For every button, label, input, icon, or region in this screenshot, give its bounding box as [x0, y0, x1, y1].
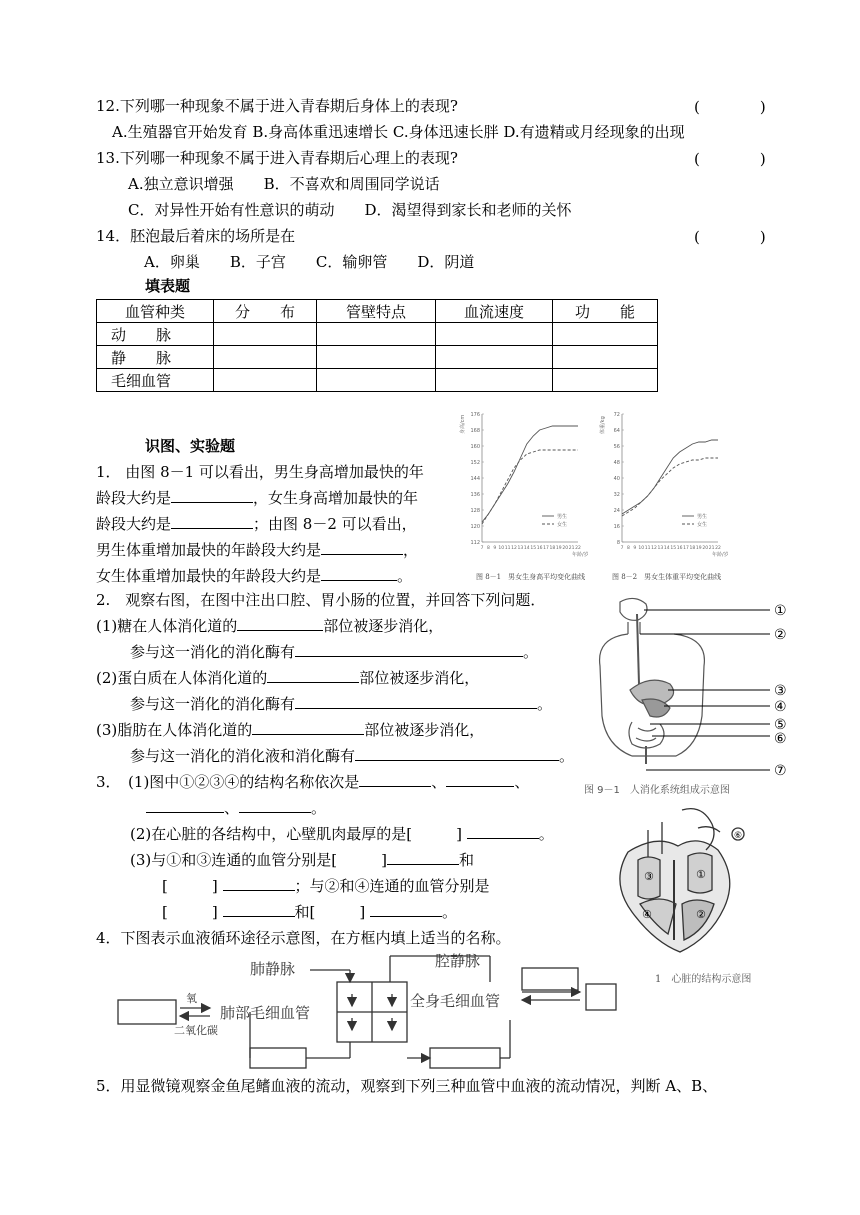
table-cell[interactable] [436, 346, 553, 369]
fq3-text: ] [211, 877, 218, 895]
fq1-text: 龄段大约是 [96, 489, 172, 507]
x-tick-label: 22 [715, 546, 721, 551]
table-row [97, 369, 658, 392]
y-tick-label: 152 [470, 460, 480, 466]
y-tick-label: 32 [613, 492, 620, 498]
x-tick-label: 13 [657, 546, 664, 551]
y-tick-label: 176 [470, 412, 480, 418]
series-line-female [482, 450, 578, 524]
answer-blank[interactable] [171, 488, 253, 503]
y-tick-label: 56 [613, 444, 620, 450]
label-systemic-capillaries: 全身毛细血管 [410, 992, 501, 1010]
answer-blank[interactable] [146, 798, 224, 813]
y-tick-label: 40 [613, 476, 620, 482]
label-pulmonary-capillaries: 肺部毛细血管 [220, 1004, 311, 1022]
table-row [97, 346, 658, 369]
fq3-text: [ [309, 903, 316, 921]
fq5-text: 5．用显微镜观察金鱼尾鳍血液的流动，观察到下列三种血管中血液的流动情况，判断 A、B、 [96, 1077, 718, 1095]
q12-answer-paren: ( ) [694, 98, 766, 116]
series-line-female [622, 458, 718, 516]
q12-options: A.生殖器官开始发育 B.身高体重迅速增长 C.身体迅速长胖 D.有遗精或月经现象的出现 [112, 123, 685, 141]
fq2-text: 参与这一消化的消化酶有 [130, 643, 296, 661]
x-tick-label: 10 [498, 546, 505, 551]
digestive-label: ④ [774, 699, 787, 715]
fq3-text: ] [211, 903, 218, 921]
x-tick-label: 15 [670, 546, 677, 551]
fq3-text: 和 [458, 851, 474, 869]
q14-text: 14．胚泡最后着床的场所是在 [96, 227, 296, 245]
fq3-text: 。 [311, 799, 327, 817]
fq1-line3 [96, 514, 417, 534]
fq3-text: 和 [294, 903, 310, 921]
y-tick-label: 120 [470, 524, 480, 530]
fq2-text: (2)蛋白质在人体消化道的 [96, 669, 268, 687]
q13-answer-paren: ( ) [694, 150, 766, 168]
answer-blank[interactable] [321, 566, 397, 581]
fq3-text: (3)与①和③连通的血管分别是[ [130, 851, 338, 869]
x-tick-label: 13 [517, 546, 524, 551]
x-tick-label: 22 [575, 546, 581, 551]
row-label: 静 脉 [97, 346, 214, 369]
height-growth-chart [458, 406, 598, 592]
fq1-text: ，女生身高增加最快的年 [253, 489, 419, 507]
label-carbon-dioxide: 二氧化碳 [174, 1024, 218, 1037]
digestive-system-figure [580, 596, 830, 806]
x-tick-label: 16 [536, 546, 543, 551]
fq2-p2-enzyme [130, 694, 552, 714]
height-chart-caption: 图 8－1 男女生身高平均变化曲线 [476, 573, 586, 581]
table-header: 管壁特点 [317, 300, 436, 323]
answer-box-bottom-left[interactable] [250, 1048, 306, 1068]
x-tick-label: 16 [676, 546, 683, 551]
fq1-text: ；由图 8－2 可以看出， [253, 515, 417, 533]
answer-blank[interactable] [267, 668, 359, 683]
x-tick-label: 11 [504, 546, 511, 551]
intestines [629, 722, 664, 748]
label-oxygen: 氧 [186, 992, 197, 1005]
fq2-text: 部位被逐步消化， [323, 617, 444, 635]
heart-label: ② [696, 908, 706, 921]
series-line-male [622, 440, 718, 514]
table-header: 血管种类 [97, 300, 214, 323]
fq3-line2 [146, 798, 326, 818]
y-tick-label: 16 [613, 524, 620, 530]
table-cell[interactable] [317, 369, 436, 392]
x-tick-label: 17 [543, 546, 549, 551]
table-cell[interactable] [553, 323, 658, 346]
fq2-intro: 2. 观察右图，在图中注出口腔、胃小肠的位置，并回答下列问题． [96, 591, 546, 609]
y-tick-label: 112 [470, 540, 480, 546]
fq2-text: 。 [523, 643, 539, 661]
table-cell[interactable] [214, 323, 317, 346]
label-pulmonary-vein: 肺静脉 [250, 960, 296, 978]
y-tick-label: 64 [613, 428, 620, 434]
y-axis-label: 身高/cm [460, 414, 466, 434]
answer-blank[interactable] [237, 616, 323, 631]
x-tick-label: 14 [523, 546, 530, 551]
table-cell[interactable] [553, 369, 658, 392]
heart-label: ④ [642, 908, 652, 921]
digestive-caption: 图 9－1 人消化系统组成示意图 [584, 785, 730, 796]
table-row [97, 323, 658, 346]
table-cell[interactable] [436, 323, 553, 346]
answer-blank[interactable] [239, 798, 311, 813]
fq2-p1 [96, 616, 443, 636]
digestive-label: ⑤ [774, 717, 787, 733]
answer-blank[interactable] [355, 746, 559, 761]
table-cell[interactable] [553, 346, 658, 369]
digestive-label: ③ [774, 683, 787, 699]
fq1-text: 。 [397, 567, 413, 585]
answer-blank[interactable] [467, 824, 539, 839]
q14-options: A．卵巢 B．子宫 C．输卵管 D．阴道 [144, 253, 475, 271]
vessel-table [96, 299, 658, 392]
weight-growth-chart [598, 406, 740, 592]
answer-blank[interactable] [171, 514, 253, 529]
answer-box-right[interactable] [586, 984, 616, 1010]
x-tick-label: 9 [493, 546, 497, 551]
fq3-line1 [96, 772, 529, 792]
fq3-text: [ [162, 877, 168, 895]
fq1-line1: 1． 由图 8－1 可以看出，男生身高增加最快的年 [96, 463, 424, 481]
y-tick-label: 168 [470, 428, 480, 434]
y-tick-label: 72 [613, 412, 620, 418]
fq2-text: 。 [537, 695, 553, 713]
fq3-text: 。 [538, 825, 554, 843]
fq3-text: [ [162, 903, 168, 921]
fq2-p2 [96, 668, 479, 688]
table-cell[interactable] [436, 369, 553, 392]
fq1-text: 女生体重增加最快的年龄段大约是 [96, 567, 322, 585]
x-tick-label: 15 [530, 546, 537, 551]
digestive-label: ① [774, 603, 787, 619]
fq3-text: (2)在心脏的各结构中，心壁肌肉最厚的是[ [130, 825, 413, 843]
fq2-p3-enzyme [130, 746, 574, 766]
answer-box-bottom-right[interactable] [430, 1048, 500, 1068]
x-tick-label: 12 [511, 546, 517, 551]
x-tick-label: 19 [695, 546, 702, 551]
table-cell[interactable] [317, 323, 436, 346]
fq2-p1-enzyme [130, 642, 538, 662]
x-axis-label: 年龄/岁 [572, 552, 589, 558]
weight-chart-caption: 图 8－2 男女生体重平均变化曲线 [612, 573, 722, 581]
table-cell[interactable] [214, 346, 317, 369]
digestive-label: ⑦ [774, 763, 787, 779]
answer-box-right-top[interactable] [522, 968, 578, 990]
answer-blank[interactable] [387, 850, 459, 865]
q13-options-ab: A.独立意识增强 B．不喜欢和周围同学说话 [128, 175, 440, 193]
x-tick-label: 11 [644, 546, 651, 551]
q14-answer-paren: ( ) [694, 228, 766, 246]
y-axis-label: 体重/kg [600, 416, 606, 434]
label-vena-cava: 腔静脉 [435, 952, 481, 970]
x-tick-label: 8 [626, 546, 630, 551]
series-line-male [482, 426, 578, 522]
heart-caption: 1 心脏的结构示意图 [655, 974, 752, 985]
x-axis-label: 年龄/岁 [712, 552, 729, 558]
x-tick-label: 9 [633, 546, 637, 551]
answer-blank[interactable] [295, 694, 537, 709]
fq1-text: 男生体重增加最快的年龄段大约是 [96, 541, 322, 559]
fq2-text: 。 [559, 747, 575, 765]
x-tick-label: 10 [638, 546, 645, 551]
fq2-text: 参与这一消化的消化液和消化酶有 [130, 747, 356, 765]
y-tick-label: 160 [470, 444, 480, 450]
fq3-line5 [162, 876, 490, 896]
answer-blank[interactable] [359, 772, 431, 787]
legend-male: 男生 [557, 514, 568, 520]
q13-text: 13.下列哪一种现象不属于进入青春期后心理上的表现? [96, 149, 458, 167]
fq3-text: ] [381, 851, 387, 869]
x-tick-label: 19 [555, 546, 562, 551]
fq2-text: (3)脂肪在人体消化道的 [96, 721, 253, 739]
y-tick-label: 48 [613, 460, 620, 466]
row-label: 毛细血管 [97, 369, 214, 392]
fq2-text: 参与这一消化的消化酶有 [130, 695, 296, 713]
heart-label: ③ [644, 870, 654, 883]
heart-label: ⑥ [733, 831, 743, 841]
x-tick-label: 21 [568, 546, 575, 551]
fq3-text: 3． (1)图中①②③④的结构名称依次是 [96, 773, 360, 791]
fq3-line4 [130, 850, 474, 870]
answer-box-left[interactable] [118, 1000, 176, 1024]
heart-label: ① [696, 868, 706, 881]
fq1-line4 [96, 540, 418, 560]
x-tick-label: 12 [651, 546, 657, 551]
fq1-text: ， [403, 541, 419, 559]
legend-female: 女生 [557, 522, 568, 528]
answer-blank[interactable] [252, 720, 364, 735]
answer-blank[interactable] [321, 540, 403, 555]
x-tick-label: 18 [689, 546, 696, 551]
y-tick-label: 136 [470, 492, 480, 498]
section-figure-questions: 识图、实验题 [145, 437, 236, 455]
table-cell[interactable] [214, 369, 317, 392]
x-tick-label: 17 [683, 546, 689, 551]
digestive-label: ⑥ [774, 731, 787, 747]
x-tick-label: 21 [708, 546, 715, 551]
y-tick-label: 24 [613, 508, 620, 514]
answer-blank[interactable] [295, 642, 523, 657]
fq1-line2 [96, 488, 418, 508]
x-tick-label: 14 [663, 546, 670, 551]
q12-text: 12.下列哪一种现象不属于进入青春期后身体上的表现? [96, 97, 458, 115]
section-fill-table: 填表题 [145, 277, 191, 295]
y-tick-label: 128 [470, 508, 480, 514]
table-cell[interactable] [317, 346, 436, 369]
x-tick-label: 20 [562, 546, 569, 551]
answer-blank[interactable] [223, 902, 295, 917]
fq2-text: 部位被逐步消化， [359, 669, 480, 687]
fq3-text: 、 [224, 799, 240, 817]
table-header: 血流速度 [436, 300, 553, 323]
fq3-line3 [130, 824, 554, 844]
head-outline [620, 598, 647, 620]
table-header: 分 布 [214, 300, 317, 323]
q13-options-cd: C．对异性开始有性意识的萌动 D．渴望得到家长和老师的关怀 [128, 201, 572, 219]
fq3-text: ] [456, 825, 462, 843]
y-tick-label: 8 [616, 540, 620, 546]
legend-female: 女生 [697, 522, 708, 528]
fq3-text: 、 [514, 773, 530, 791]
digestive-label: ② [774, 627, 787, 643]
fq3-text: 。 [442, 903, 458, 921]
legend-male: 男生 [697, 514, 708, 520]
answer-blank[interactable] [370, 902, 442, 917]
fq3-line6 [162, 902, 457, 922]
fq4-text: 4．下图表示血液循环途径示意图，在方框内填上适当的名称。 [96, 929, 511, 947]
x-tick-label: 8 [486, 546, 490, 551]
row-label: 动 脉 [97, 323, 214, 346]
table-header-row [97, 300, 658, 323]
fq1-text: 龄段大约是 [96, 515, 172, 533]
esophagus [637, 614, 639, 684]
fq1-line5 [96, 566, 412, 586]
fq2-text: 部位被逐步消化， [364, 721, 485, 739]
answer-blank[interactable] [223, 876, 295, 891]
fq3-text: ] [359, 903, 366, 921]
table-header: 功 能 [553, 300, 658, 323]
heart-structure-figure [598, 800, 768, 960]
x-tick-label: 18 [549, 546, 556, 551]
fq3-text: ；与②和④连通的血管分别是 [294, 877, 490, 895]
answer-blank[interactable] [446, 772, 514, 787]
y-tick-label: 144 [470, 476, 480, 482]
fq2-p3 [96, 720, 484, 740]
circulation-diagram [110, 952, 620, 1070]
x-tick-label: 7 [480, 546, 484, 551]
fq3-text: 、 [431, 773, 447, 791]
x-tick-label: 7 [620, 546, 624, 551]
x-tick-label: 20 [702, 546, 709, 551]
fq2-text: (1)糖在人体消化道的 [96, 617, 238, 635]
